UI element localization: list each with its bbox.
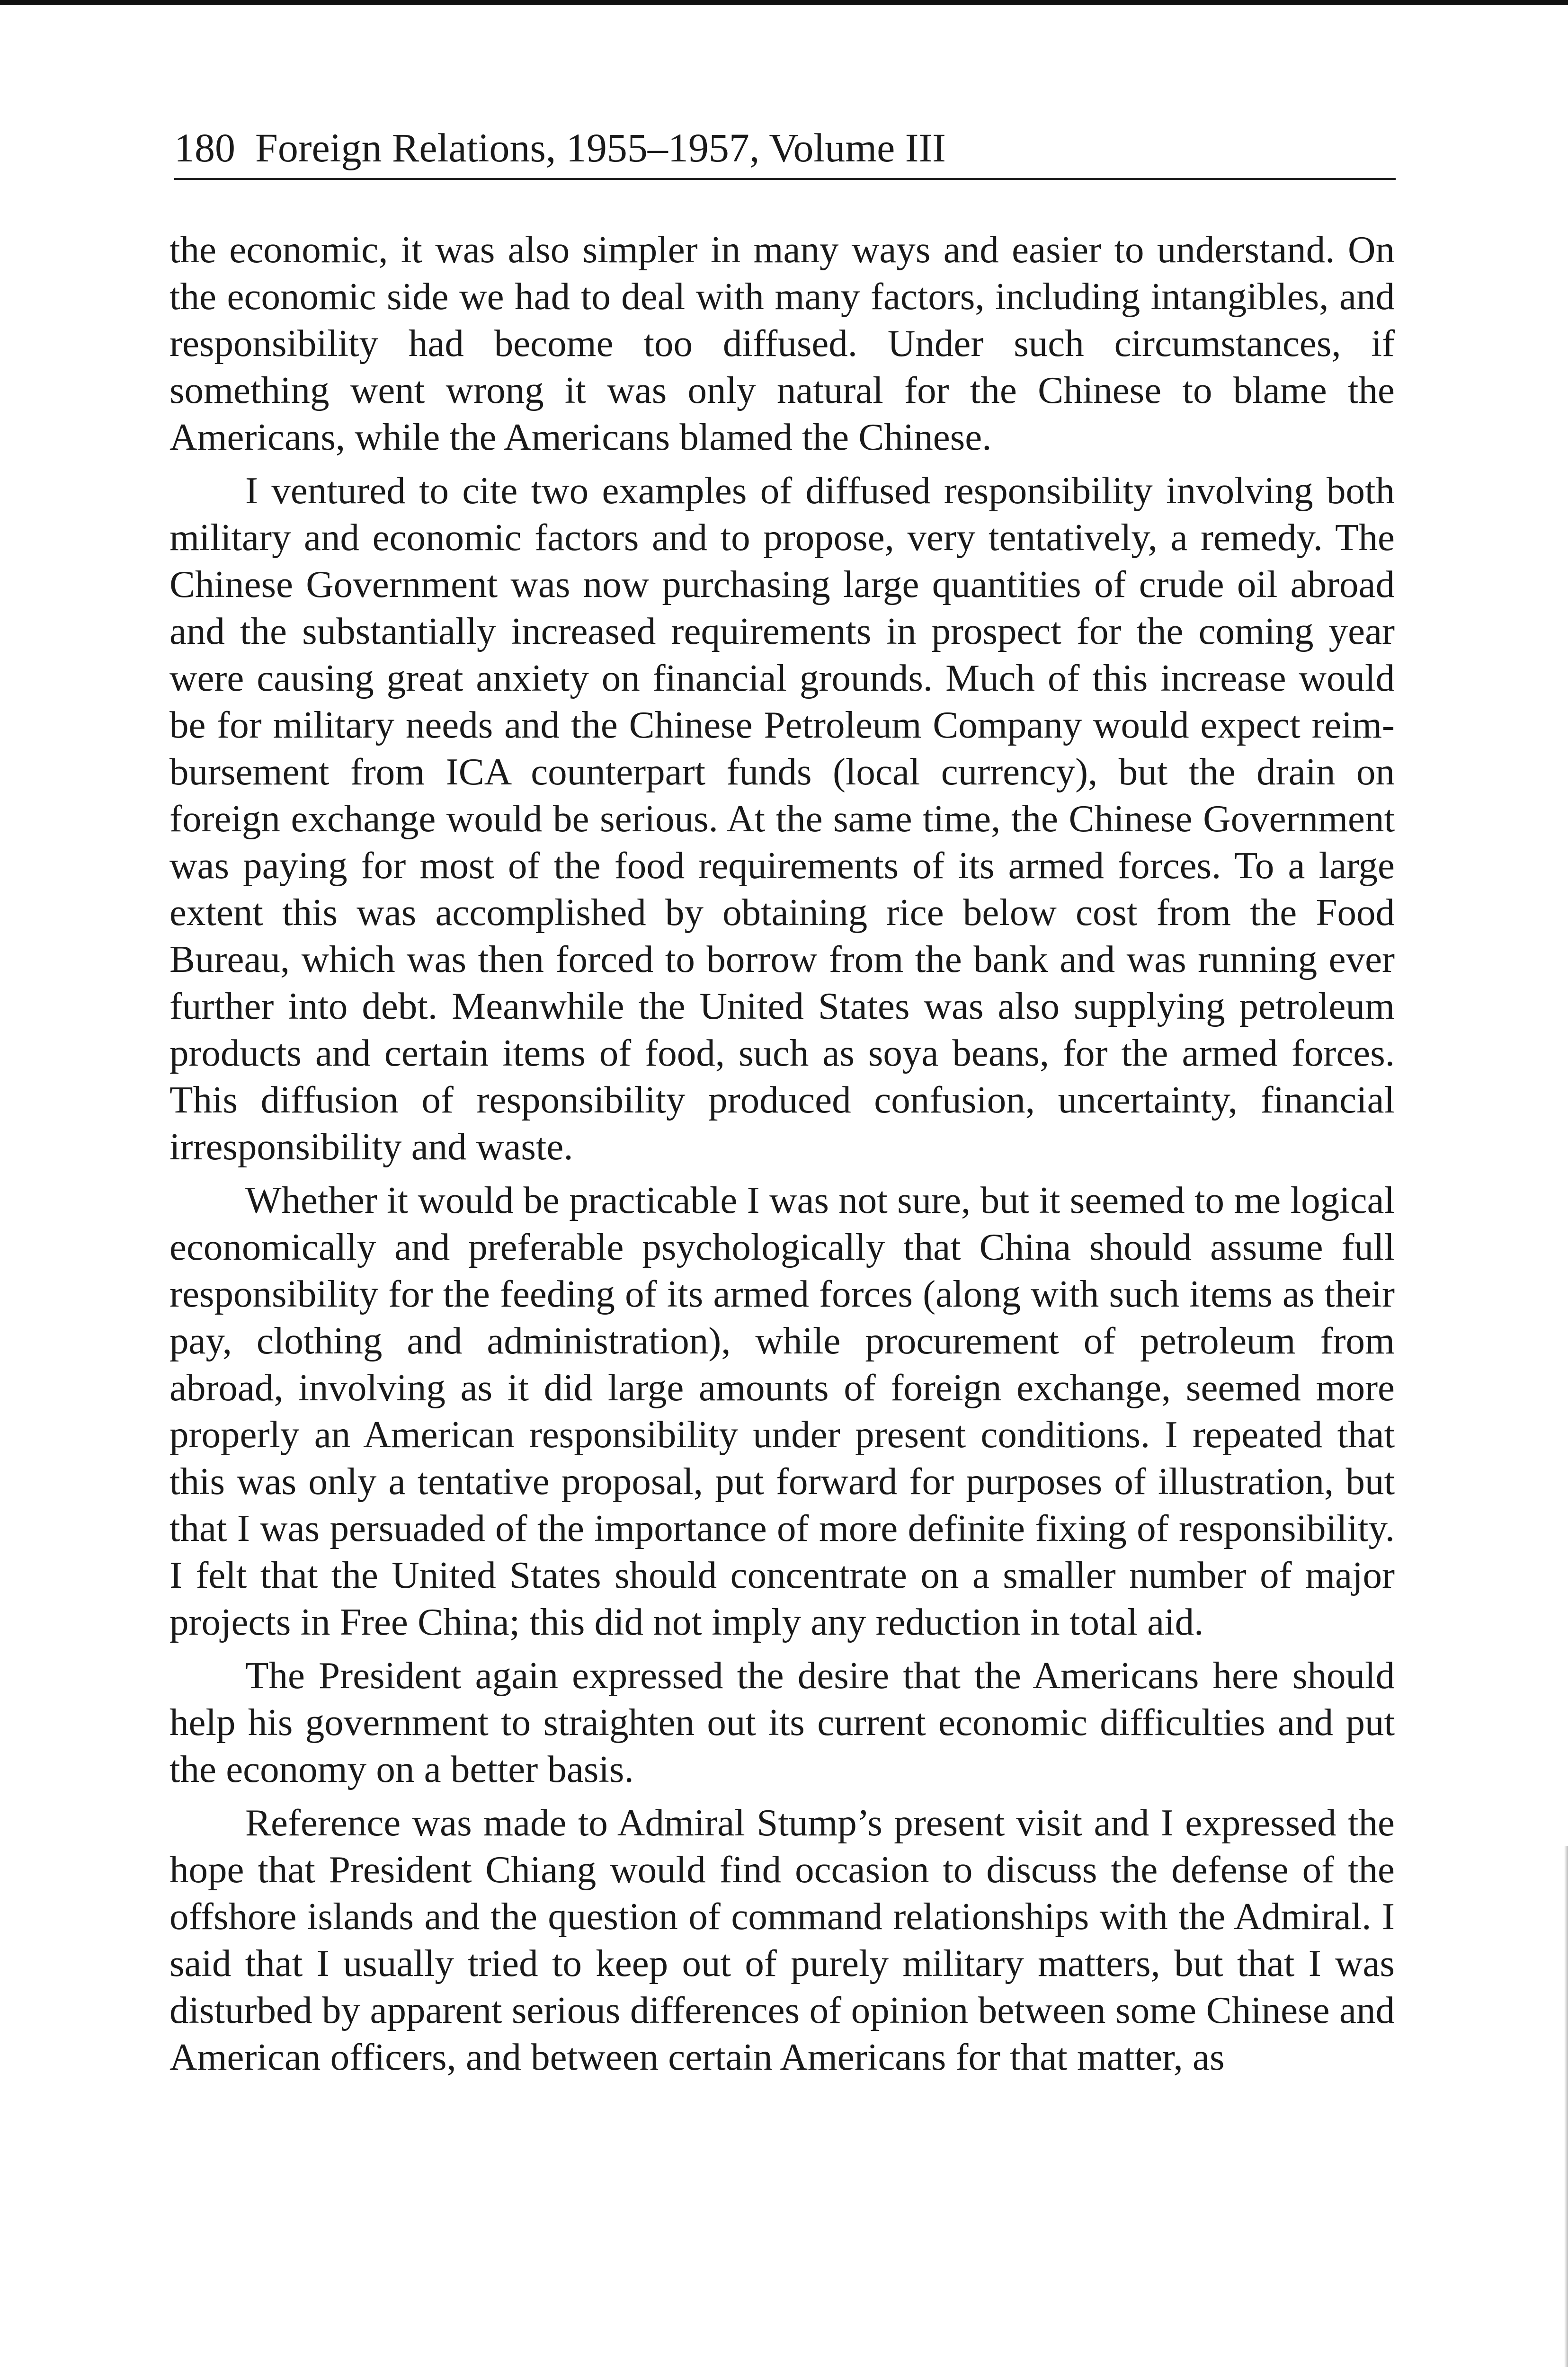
running-header bbox=[174, 124, 1396, 181]
running-title: Foreign Relations, 1955–1957, Volume III bbox=[255, 125, 946, 170]
page-right-edge-shadow bbox=[1564, 1846, 1568, 2367]
running-header-text bbox=[174, 124, 946, 171]
paragraph: Whether it would be practicable I was not sure, but it seemed to me logical economically and preferable psychologically that China should assume full responsibility for the feeding of its armed forces (along with such items as their pay, clothing and administration), while procurement of petroleum from abroad, involving as it did large amounts of foreign exchange, seemed more properly an American responsibility under present conditions. I repeated that this was only a tentative proposal, put forward for purposes of illustration, but that I was persuaded of the importance of more definite fixing of responsibility. I felt that the United States should concentrate on a smaller number of major projects in Free China; this did not imply any reduction in total aid. bbox=[169, 1179, 1395, 1643]
paragraph: I ventured to cite two examples of diffused responsibility involving both military and economic factors and to propose, very tentatively, a remedy. The Chinese Government was now purchasing large quantities of crude oil abroad and the substantially increased requirements in prospect for the coming year were causing great anxiety on financial grounds. Much of this increase would be for military needs and the Chinese Petroleum Company would expect reimbursement from ICA counterpart funds (local currency), but the drain on foreign exchange would be serious. At the same time, the Chinese Government was paying for most of the food requirements of its armed forces. To a large extent this was accomplished by obtaining rice below cost from the Food Bureau, which was then forced to borrow from the bank and was running ever further into debt. Meanwhile the United States was also supplying petroleum products and certain items of food, such as soya beans, for the armed forces. This diffusion of responsibility produced confusion, uncertainty, financial irresponsibility and waste. bbox=[169, 469, 1395, 1168]
header-rule bbox=[174, 178, 1396, 180]
paragraph: Reference was made to Admiral Stump’s present visit and I expressed the hope that President Chiang would find occasion to discuss the defense of the offshore islands and the question of command relationships with the Admiral. I said that I usually tried to keep out of purely military matters, but that I was disturbed by apparent serious differences of opinion between some Chinese and American officers, and between certain Americans for that matter, as bbox=[169, 1801, 1395, 2078]
paragraph-continued: the economic, it was also simpler in many ways and easier to understand. On the economic side we had to deal with many factors, including intangibles, and responsibility had become too diffused. Under such circumstances, if something went wrong it was only natural for the Chinese to blame the Americans, while the Americans blamed the Chinese. bbox=[169, 228, 1395, 458]
page-number: 180 bbox=[174, 125, 235, 170]
page-top-edge bbox=[0, 0, 1568, 5]
paragraph: The President again expressed the desire that the Americans here should help his government to straighten out its current economic difficulties and put the economy on a better basis. bbox=[169, 1654, 1395, 1790]
body-text bbox=[169, 226, 1395, 2087]
